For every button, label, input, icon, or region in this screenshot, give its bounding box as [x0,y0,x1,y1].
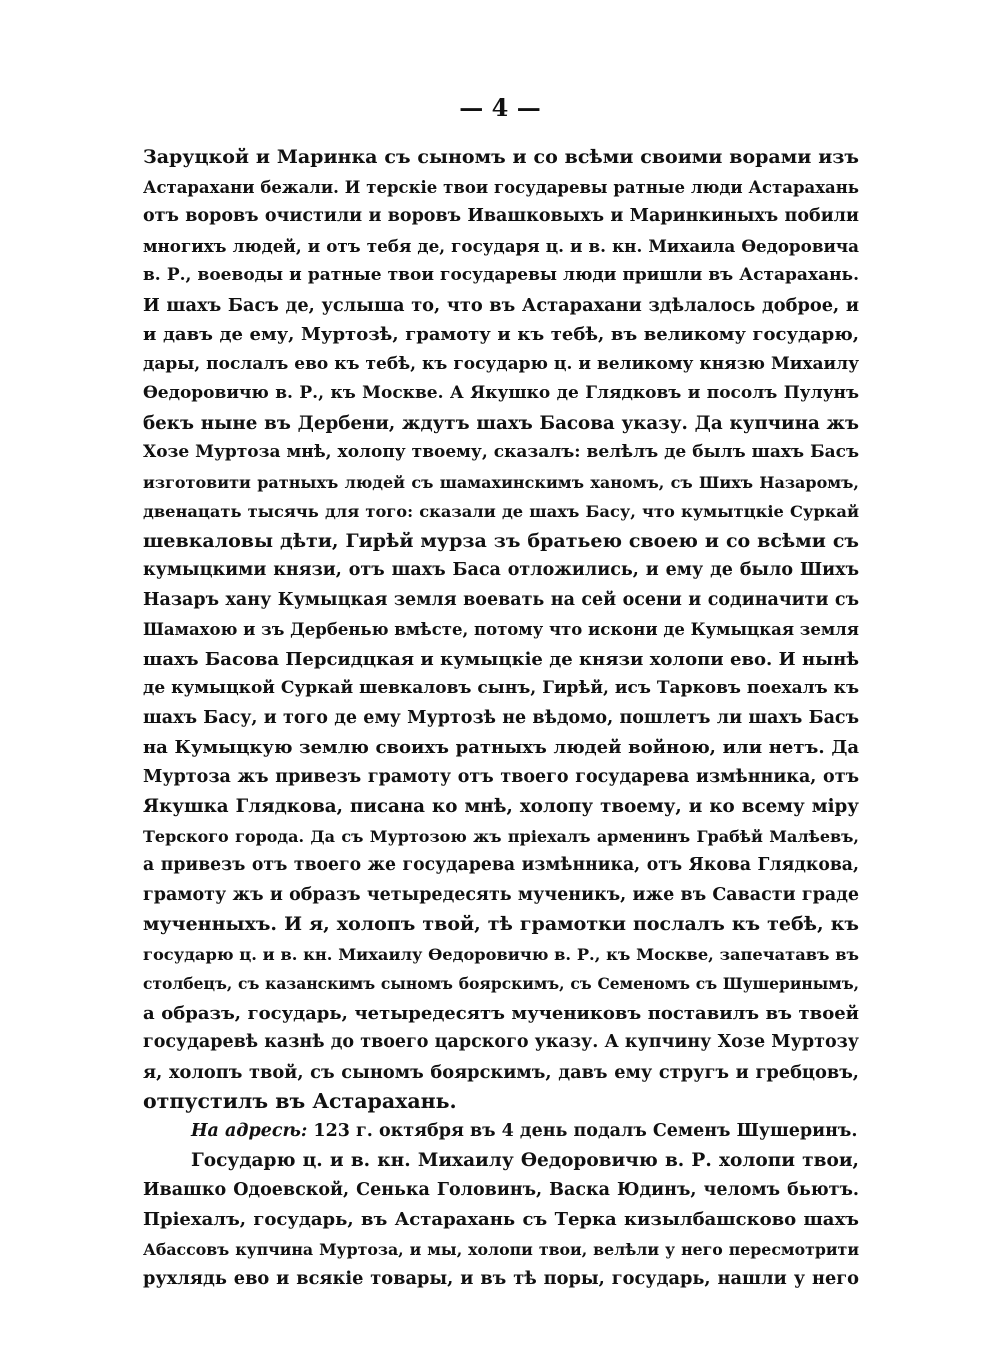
text-line: Муртоза жъ привезъ грамоту отъ твоего государева измѣнника, отъ [143,766,859,787]
text-line: Заруцкой и Маринка съ сыномъ и со всѣми своими ворами изъ [143,146,859,168]
text-line: шахъ Басова Персидцкая и кумыцкіе де князи холопи ево. И нынѣ [143,648,859,670]
text-line: Шамахою и зъ Дербенью вмѣсте, потому что искони де Кумыцкая земля [143,620,859,639]
text-line: я, холопъ твой, съ сыномъ боярскимъ, давъ ему стругъ и гребцовъ, [143,1061,859,1083]
text-line: мученныхъ. И я, холопъ твой, тѣ грамотки послалъ къ тебѣ, къ [143,913,859,935]
text-line: изготовити ратныхъ людей съ шамахинскимъ ханомъ, съ Шихъ Назаромъ, [143,472,859,492]
text-line: государевѣ казнѣ до твоего царского указу. А купчину Хозе Муртозу [143,1032,859,1052]
text-line: И шахъ Басъ де, услыша то, что въ Астарахани здѣлалось доброе, и [143,294,859,316]
text-line: государю ц. и в. кн. Михаилу Ѳедоровичю в. Р., къ Москве, запечатавъ въ [143,944,859,964]
text-line: Якушка Глядкова, писана ко мнѣ, холопу твоему, и ко всему міру [143,796,859,817]
address-text: 123 г. октября въ 4 день подалъ Семенъ Шушеринъ. [307,1120,858,1141]
address-label: На адресѣ: [191,1120,308,1141]
text-line: шевкаловы дѣти, Гирѣй мурза зъ братьею своею и со всѣми съ [143,529,859,552]
text-line: отпустилъ въ Астарахань. [143,1089,457,1113]
text-line: Ѳедоровичю в. Р., къ Москве. А Якушко де Глядковъ и посолъ Пулунъ [143,383,859,403]
text-line: рухлядь ево и всякіе товары, и въ тѣ поры, государь, нашли у него [143,1268,859,1289]
paragraph-1 [143,143,859,1117]
body-text [143,143,859,1294]
text-line: Астарахани бежали. И терскіе твои государевы ратные люди Астарахань [143,177,859,197]
text-line: Абассовъ купчина Муртоза, и мы, холопи твои, велѣли у него пересмотрити [143,1239,859,1259]
address-note [143,1117,859,1147]
text-line: многихъ людей, и отъ тебя де, государя ц. и в. кн. Михаила Ѳедоровича [143,235,859,256]
text-line: Пріехалъ, государь, въ Астарахань съ Терка кизылбашсково шахъ [143,1209,859,1230]
text-line: Государю ц. и в. кн. Михаилу Ѳедоровичю в. Р. холопи твои, [191,1150,859,1171]
text-line: и давъ де ему, Муртозѣ, грамоту и къ тебѣ, въ великому государю, [143,324,859,345]
text-line: бекъ ныне въ Дербени, ждутъ шахъ Басова указу. Да купчина жъ [143,412,859,434]
text-line: а образъ, государь, четыредесятъ мучениковъ поставилъ въ твоей [143,1002,859,1024]
page-number: — 4 — [459,93,541,122]
text-line: Терского города. Да съ Муртозою жъ пріехалъ арменинъ Грабѣй Малѣевъ, [143,826,859,846]
text-line: шахъ Басу, и того де ему Муртозѣ не вѣдомо, пошлетъ ли шахъ Басъ [143,707,859,728]
text-line: двенацать тысячь для того: сказали де шахъ Басу, что кумытцкіе Суркай [143,502,859,521]
text-line: столбецъ, съ казанскимъ сыномъ боярскимъ, съ Семеномъ съ Шушеринымъ, [143,974,859,993]
text-line: в. Р., воеводы и ратные твои государевы люди пришли въ Астарахань. [143,265,859,285]
text-line: на Кумыцкую землю своихъ ратныхъ людей войною, или нетъ. Да [143,737,859,758]
text-line: а привезъ отъ твоего же государева измѣнника, отъ Якова Глядкова, [143,855,859,875]
paragraph-2 [143,1146,859,1294]
text-line: Назаръ хану Кумыцкая земля воевать на сей осени и содиначити съ [143,589,859,610]
text-line: де кумыцкой Суркай шевкаловъ сынъ, Гирѣй, исъ Тарковъ поехалъ къ [143,678,859,698]
text-line: дары, послалъ ево къ тебѣ, къ государю ц. и великому князю Михаилу [143,353,859,374]
text-line: Хозе Муртоза мнѣ, холопу твоему, сказалъ: велѣлъ де былъ шахъ Басъ [143,442,859,462]
text-line: грамоту жъ и образъ четыредесять мученикъ, иже въ Савасти граде [143,884,859,905]
text-line: кумыцкими князи, отъ шахъ Баса отложились, и ему де было Шихъ [143,560,859,580]
text-line: отъ воровъ очистили и воровъ Ивашковыхъ и Маринкиныхъ побили [143,206,859,226]
text-line: Ивашко Одоевской, Сенька Головинъ, Васка Юдинъ, челомъ бьютъ. [143,1179,859,1200]
